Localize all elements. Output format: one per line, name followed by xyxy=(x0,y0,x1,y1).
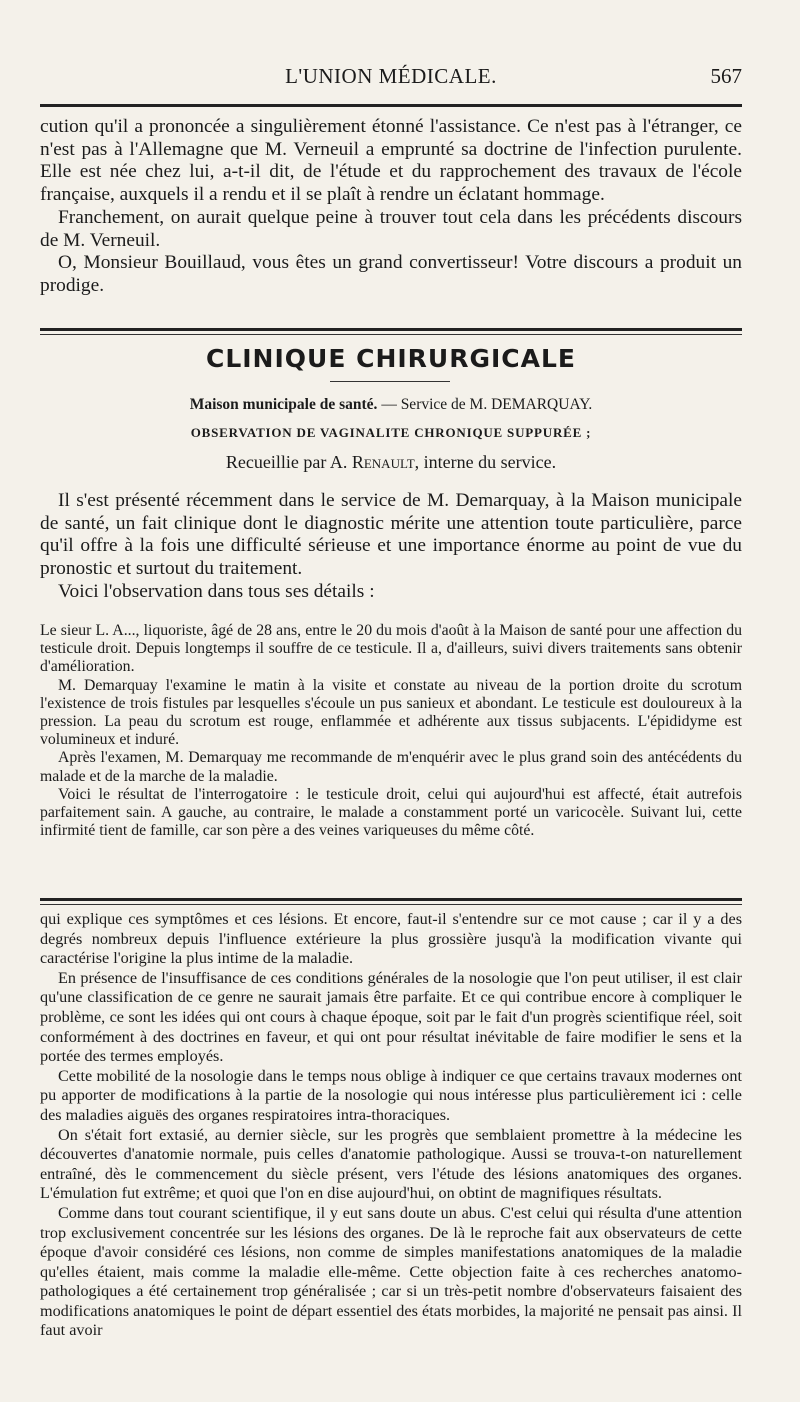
journal-title: L'UNION MÉDICALE. xyxy=(285,64,497,88)
institution-name: Maison municipale de santé. xyxy=(189,396,378,413)
paragraph: Le sieur L. A..., liquoriste, âgé de 28 ans, entre le 20 du mois d'août à la Maison de santé pour une affection du testicule droit. Depuis longtemps il souffre de ce testicule. Il a, d'ailleurs, suivi divers traitements sans obtenir d'amélioration. xyxy=(40,622,742,676)
section-divider-top-thin xyxy=(40,334,742,335)
paragraph: Comme dans tout courant scientifique, il y eut sans doute un abus. C'est celui qui résulta d'une attention trop exclusivement concentrée sur les lésions des organes. De là le reproche fait aux observateurs de cette époque d'avoir considéré ces lésions, non comme de simples manifestations anatomiques de la maladie qu'elles étaient, mais comme la maladie elle-même. Cette objection faite à ces recherches anatomo-pathologiques a été certainement trop généralisée ; car si un très-petit nombre d'observateurs faisaient des modifications anatomiques le point de départ essentiel des états morbides, la majorité ne pensait pas ainsi. Il faut avoir xyxy=(40,1203,742,1340)
paragraph: Voici le résultat de l'interrogatoire : le testicule droit, celui qui aujourd'hui est affecté, était autrefois parfaitement sain. A gauche, au contraire, le malade a constamment porté un varicocèle. Suivant lui, cette infirmité tient de famille, car son père a des veines variqueuses du même côté. xyxy=(40,785,742,840)
observation-text xyxy=(40,622,742,840)
collected-by xyxy=(40,452,742,473)
paragraph: Voici l'observation dans tous ses détails : xyxy=(58,580,375,602)
paragraph: Franchement, on aurait quelque peine à trouver tout cela dans les précédents discours de M. Verneuil. xyxy=(40,206,742,251)
section-title-underline xyxy=(330,381,450,382)
paragraph: Cette mobilité de la nosologie dans le temps nous oblige à indiquer ce que certains travaux modernes ont pu apporter de modifications à la partie de la nosologie qui nous intéresse plus particulièrement ici : celle des maladies aiguës des organes respiratoires intra-thoraciques. xyxy=(40,1066,742,1124)
paragraph: En présence de l'insuffisance de ces conditions générales de la nosologie que l'on peut utiliser, il est clair qu'une classification de ce genre ne saurait jamais être parfaite. Et ce qui contribue encore à compliquer le problème, ce sont les idées qui ont cours à chaque époque, soit par le fait d'un progrès scientifique réel, soit conformément à des doctrines en faveur, et qui ont pour résultat inévitable de faire modifier le sens et la portée des termes employés. xyxy=(40,968,742,1066)
running-header xyxy=(40,62,742,92)
paragraph: On s'était fort extasié, au dernier siècle, sur les progrès que semblaient promettre à la médecine les découvertes d'anatomie normale, puis celles d'anatomie pathologique. Aussi se trouva-t-on naturellement entraîné, dès le commencement du siècle présent, vers l'étude des lésions anatomiques des organes. L'émulation fut extrême; et quoi que l'on en dise aujourd'hui, on obtint de magnifiques résultats. xyxy=(40,1125,742,1203)
intro-text xyxy=(40,490,742,604)
feuilleton-divider xyxy=(40,898,742,901)
paragraph: qui explique ces symptômes et ces lésions. Et encore, faut-il s'entendre sur ce mot cause ; car il y a des degrés nombreux depuis l'influence extérieure la plus grossière jusqu'à la modification vivante qui caractérise l'origine la plus intime de la maladie. xyxy=(40,910,742,968)
paragraph: cution qu'il a prononcée a singulièrement étonné l'assistance. Ce n'est pas à l'étranger, ce n'est pas à l'Allemagne que M. Verneuil a emprunté sa doctrine de l'infection purulente. Elle est née chez lui, a-t-il dit, de l'étude et du rapprochement des travaux de l'école française, auxquels il a rendu et il se plaît à rendre un éclatant hommage. xyxy=(40,116,742,206)
feuilleton-divider-thin xyxy=(40,904,742,905)
paragraph: M. Demarquay l'examine le matin à la visite et constate au niveau de la portion droite du scrotum l'existence de trois fistules par lesquelles s'écoule un pus sanieux et abondant. Le testicule est douloureux à la pression. La peau du scrotum est rouge, enflammée et adhérente aux tissus subjacents. L'épididyme est volumineux et induré. xyxy=(40,676,742,749)
page-number: 567 xyxy=(710,64,742,88)
collected-suffix: , interne du service. xyxy=(414,452,557,472)
service-name: — Service de M. DEMARQUAY. xyxy=(377,396,593,413)
header-rule xyxy=(40,104,742,107)
section-divider-top xyxy=(40,328,742,331)
paragraph: Il s'est présenté récemment dans le service de M. Demarquay, à la Maison municipale de santé, un fait clinique dont le diagnostic mérite une attention toute particulière, parce qu'il offre à la fois une difficulté sérieuse et une importance énorme au point de vue du pronostic et surtout du traitement. xyxy=(40,490,742,580)
section-subtitle xyxy=(40,396,742,414)
paragraph: O, Monsieur Bouillaud, vous êtes un grand convertisseur! Votre discours a produit un prodige. xyxy=(40,252,742,296)
feuilleton-text xyxy=(40,910,742,1341)
collected-prefix: Recueillie par A. xyxy=(225,452,352,472)
top-article-continuation xyxy=(40,116,742,298)
observation-title: OBSERVATION DE VAGINALITE CHRONIQUE SUPPURÉE ; xyxy=(190,425,592,440)
section-title: CLINIQUE CHIRURGICALE xyxy=(205,344,577,373)
paragraph: Après l'examen, M. Demarquay me recommande de m'enquérir avec le plus grand soin des antécédents du malade et de la marche de la maladie. xyxy=(40,749,742,785)
author-name: Renault xyxy=(351,452,415,472)
